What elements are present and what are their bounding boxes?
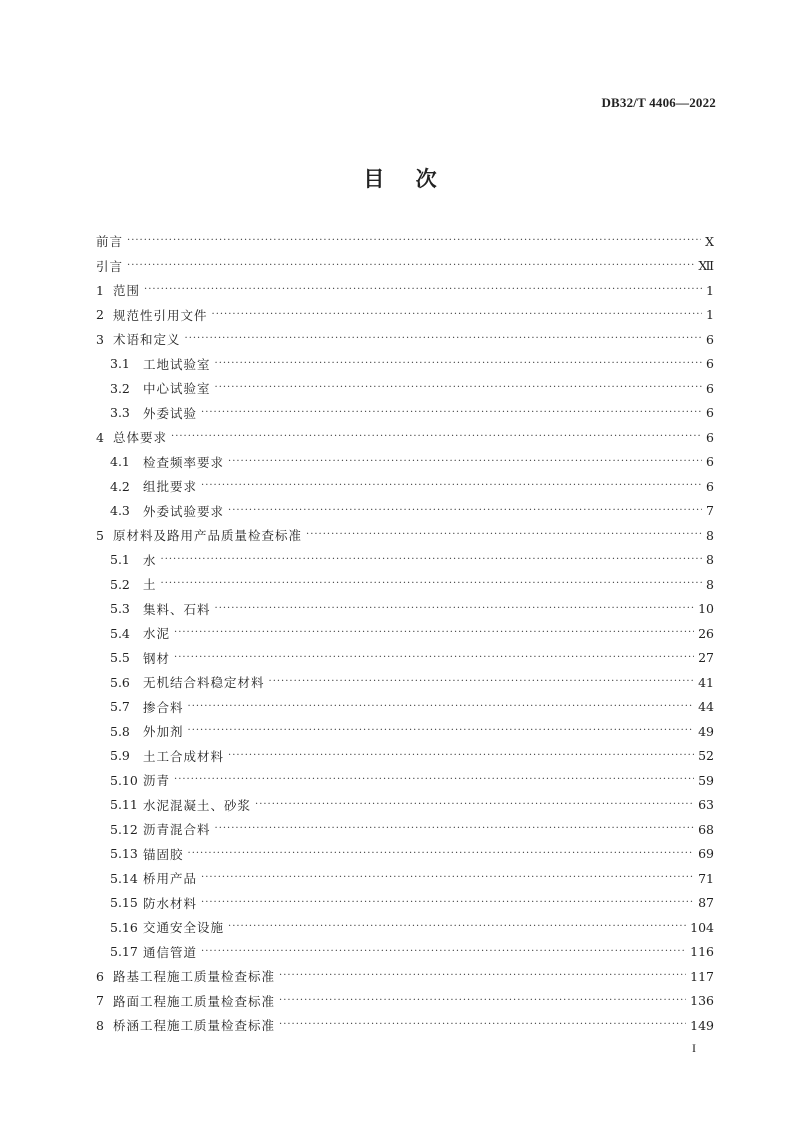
toc-entry[interactable]	[96, 891, 714, 916]
toc-entry[interactable]	[96, 817, 714, 842]
toc-entry-page: 6	[706, 405, 714, 421]
dot-leader	[306, 529, 702, 541]
toc-entry-label: 检查频率要求	[143, 454, 225, 470]
toc-entry[interactable]	[96, 695, 714, 720]
toc-entry-label: 交通安全设施	[143, 920, 225, 936]
toc-entry-number: 8	[96, 1017, 104, 1033]
toc-entry[interactable]	[96, 989, 714, 1014]
toc-entry[interactable]	[96, 278, 714, 303]
page-title: 目 次	[363, 167, 437, 191]
toc-entry-label: 沥青混合料	[143, 822, 211, 838]
toc-entry[interactable]	[96, 474, 714, 499]
toc-entry-label: 引言	[96, 258, 124, 274]
toc-entry-number: 3	[96, 331, 104, 347]
toc-entry[interactable]	[96, 646, 714, 671]
toc-entry[interactable]	[96, 1013, 714, 1038]
toc-entry-label: 水泥混凝土、砂浆	[143, 797, 252, 813]
toc-entry-label: 无机结合料稳定材料	[143, 675, 265, 691]
toc-entry-page: Ⅹ	[705, 233, 714, 249]
toc-entry-number: 5.4	[110, 625, 130, 641]
toc-entry-number: 6	[96, 968, 104, 984]
dot-leader	[215, 382, 703, 394]
toc-entry-label: 前言	[96, 234, 124, 250]
toc-entry[interactable]	[96, 401, 714, 426]
dot-leader	[228, 921, 686, 933]
toc-entry-number: 2	[96, 307, 104, 323]
toc-entry-number: 4.2	[110, 478, 130, 494]
dot-leader	[279, 1019, 686, 1031]
toc-entry-page: 27	[698, 650, 714, 666]
toc-entry[interactable]	[96, 597, 714, 622]
toc-entry-page: 1	[706, 307, 714, 323]
toc-entry-page: 41	[698, 674, 714, 690]
toc-entry-number: 5.3	[110, 601, 130, 617]
toc-entry[interactable]	[96, 548, 714, 573]
toc-entry-page: 6	[706, 478, 714, 494]
toc-entry[interactable]	[96, 499, 714, 524]
dot-leader	[201, 897, 694, 909]
dot-leader	[127, 235, 701, 247]
toc-entry-number: 4.1	[110, 454, 130, 470]
document-code: DB32/T 4406—2022	[601, 95, 716, 110]
toc-entry-label: 通信管道	[143, 944, 198, 960]
toc-entry[interactable]	[96, 842, 714, 867]
toc-entry[interactable]	[96, 744, 714, 769]
toc-entry-number: 5.5	[110, 650, 130, 666]
toc-entry-label: 桥用产品	[143, 871, 198, 887]
dot-leader	[279, 995, 686, 1007]
toc-entry-label: 防水材料	[143, 895, 198, 911]
toc-entry[interactable]	[96, 523, 714, 548]
dot-leader	[269, 676, 695, 688]
toc-entry-page: 6	[706, 429, 714, 445]
toc-entry[interactable]	[96, 915, 714, 940]
toc-entry-number: 5.7	[110, 699, 130, 715]
dot-leader	[161, 578, 703, 590]
dot-leader	[174, 774, 694, 786]
toc-entry-label: 路面工程施工质量检查标准	[113, 993, 276, 1009]
toc-entry-number: 5.2	[110, 576, 130, 592]
toc-entry[interactable]	[96, 866, 714, 891]
toc-entry-page: 44	[698, 699, 714, 715]
toc-entry-number: 5.1	[110, 552, 130, 568]
toc-entry-page: 87	[698, 895, 714, 911]
toc-entry[interactable]	[96, 768, 714, 793]
toc-entry-page: 59	[698, 772, 714, 788]
dot-leader	[215, 823, 695, 835]
toc-entry-page: 49	[698, 723, 714, 739]
toc-entry-label: 集料、石料	[143, 601, 211, 617]
dot-leader	[279, 970, 686, 982]
toc-entry-page: 104	[690, 919, 714, 935]
toc-entry-page: 116	[690, 944, 714, 960]
toc-entry-page: 6	[706, 356, 714, 372]
toc-entry[interactable]	[96, 621, 714, 646]
dot-leader	[201, 480, 702, 492]
toc-entry-number: 5.11	[110, 797, 138, 813]
dot-leader	[174, 652, 694, 664]
toc-entry[interactable]	[96, 572, 714, 597]
toc-entry[interactable]	[96, 376, 714, 401]
toc-entry-label: 沥青	[143, 773, 171, 789]
toc-entry[interactable]	[96, 303, 714, 328]
toc-entry-number: 4	[96, 429, 104, 445]
toc-entry-page: 6	[706, 454, 714, 470]
toc-entry[interactable]	[96, 793, 714, 818]
toc-entry-number: 3.2	[110, 380, 130, 396]
toc-entry-label: 范围	[113, 283, 141, 299]
toc-entry-number: 5.17	[110, 944, 138, 960]
toc-entry-label: 钢材	[143, 650, 171, 666]
toc-entry-page: 6	[706, 331, 714, 347]
toc-entry-number: 5.12	[110, 821, 138, 837]
dot-leader	[188, 701, 695, 713]
toc-entry-page: 8	[706, 552, 714, 568]
dot-leader	[201, 946, 686, 958]
toc-entry-page: 7	[706, 503, 714, 519]
toc-entry-page: 68	[698, 821, 714, 837]
toc-entry-label: 总体要求	[113, 430, 168, 446]
toc-entry[interactable]	[96, 964, 714, 989]
toc-entry-number: 5.16	[110, 919, 138, 935]
dot-leader	[174, 627, 694, 639]
toc-entry-label: 原材料及路用产品质量检查标准	[113, 528, 303, 544]
toc-entry[interactable]	[96, 352, 714, 377]
toc-entry[interactable]	[96, 940, 714, 965]
dot-leader	[255, 799, 694, 811]
toc-entry-page: 6	[706, 380, 714, 396]
toc-entry-label: 外委试验	[143, 405, 198, 421]
toc-entry[interactable]	[96, 425, 714, 450]
dot-leader	[185, 333, 703, 345]
toc-entry-number: 3.3	[110, 405, 130, 421]
toc-entry[interactable]	[96, 327, 714, 352]
toc-entry-label: 规范性引用文件	[113, 307, 208, 323]
toc-entry-number: 7	[96, 993, 104, 1009]
toc-entry-label: 路基工程施工质量检查标准	[113, 969, 276, 985]
toc-entry[interactable]	[96, 450, 714, 475]
dot-leader	[228, 456, 702, 468]
toc-entry-number: 1	[96, 282, 104, 298]
toc-entry-label: 中心试验室	[143, 381, 211, 397]
toc-entry-label: 锚固胶	[143, 846, 184, 862]
toc-entry-page: 26	[698, 625, 714, 641]
toc-entry-page: 136	[690, 993, 714, 1009]
dot-leader	[215, 358, 703, 370]
toc-entry-label: 外委试验要求	[143, 503, 225, 519]
dot-leader	[228, 505, 702, 517]
toc-entry-page: 8	[706, 527, 714, 543]
dot-leader	[127, 260, 694, 272]
toc-entry-page: 149	[690, 1017, 714, 1033]
page-number: I	[692, 1041, 696, 1055]
toc-entry-page: Ⅻ	[698, 258, 714, 274]
toc-entry[interactable]	[96, 229, 714, 254]
toc-entry-page: 1	[706, 282, 714, 298]
toc-entry-number: 5.10	[110, 772, 138, 788]
dot-leader	[188, 848, 695, 860]
toc-entry-number: 5.9	[110, 748, 130, 764]
toc-entry-number: 4.3	[110, 503, 130, 519]
toc-entry-number: 5.15	[110, 895, 138, 911]
dot-leader	[212, 309, 703, 321]
toc-entry[interactable]	[96, 254, 714, 279]
dot-leader	[171, 431, 702, 443]
dot-leader	[228, 750, 694, 762]
toc-entry-label: 外加剂	[143, 724, 184, 740]
toc-entry-label: 土	[143, 577, 157, 593]
toc-entry-number: 5.8	[110, 723, 130, 739]
toc-entry-page: 117	[690, 968, 714, 984]
toc-entry[interactable]	[96, 719, 714, 744]
toc-entry-page: 8	[706, 576, 714, 592]
toc-entry-label: 组批要求	[143, 479, 198, 495]
toc-entry-page: 63	[698, 797, 714, 813]
toc-entry-label: 水	[143, 552, 157, 568]
toc-entry-label: 水泥	[143, 626, 171, 642]
dot-leader	[161, 554, 703, 566]
toc-entry-page: 69	[698, 846, 714, 862]
toc-entry-number: 5	[96, 527, 104, 543]
toc-entry-label: 桥涵工程施工质量检查标准	[113, 1018, 276, 1034]
toc-entry-number: 5.6	[110, 674, 130, 690]
dot-leader	[215, 603, 695, 615]
toc-entry-page: 52	[698, 748, 714, 764]
dot-leader	[201, 872, 694, 884]
dot-leader	[188, 725, 695, 737]
dot-leader	[144, 284, 702, 296]
toc-entry[interactable]	[96, 670, 714, 695]
table-of-contents	[96, 229, 714, 1038]
toc-entry-label: 术语和定义	[113, 332, 181, 348]
toc-entry-label: 工地试验室	[143, 356, 211, 372]
toc-entry-number: 5.13	[110, 846, 138, 862]
toc-entry-label: 掺合料	[143, 699, 184, 715]
toc-entry-number: 3.1	[110, 356, 130, 372]
dot-leader	[201, 407, 702, 419]
toc-entry-number: 5.14	[110, 870, 138, 886]
toc-entry-label: 土工合成材料	[143, 748, 225, 764]
toc-entry-page: 10	[698, 601, 714, 617]
toc-entry-page: 71	[698, 870, 714, 886]
